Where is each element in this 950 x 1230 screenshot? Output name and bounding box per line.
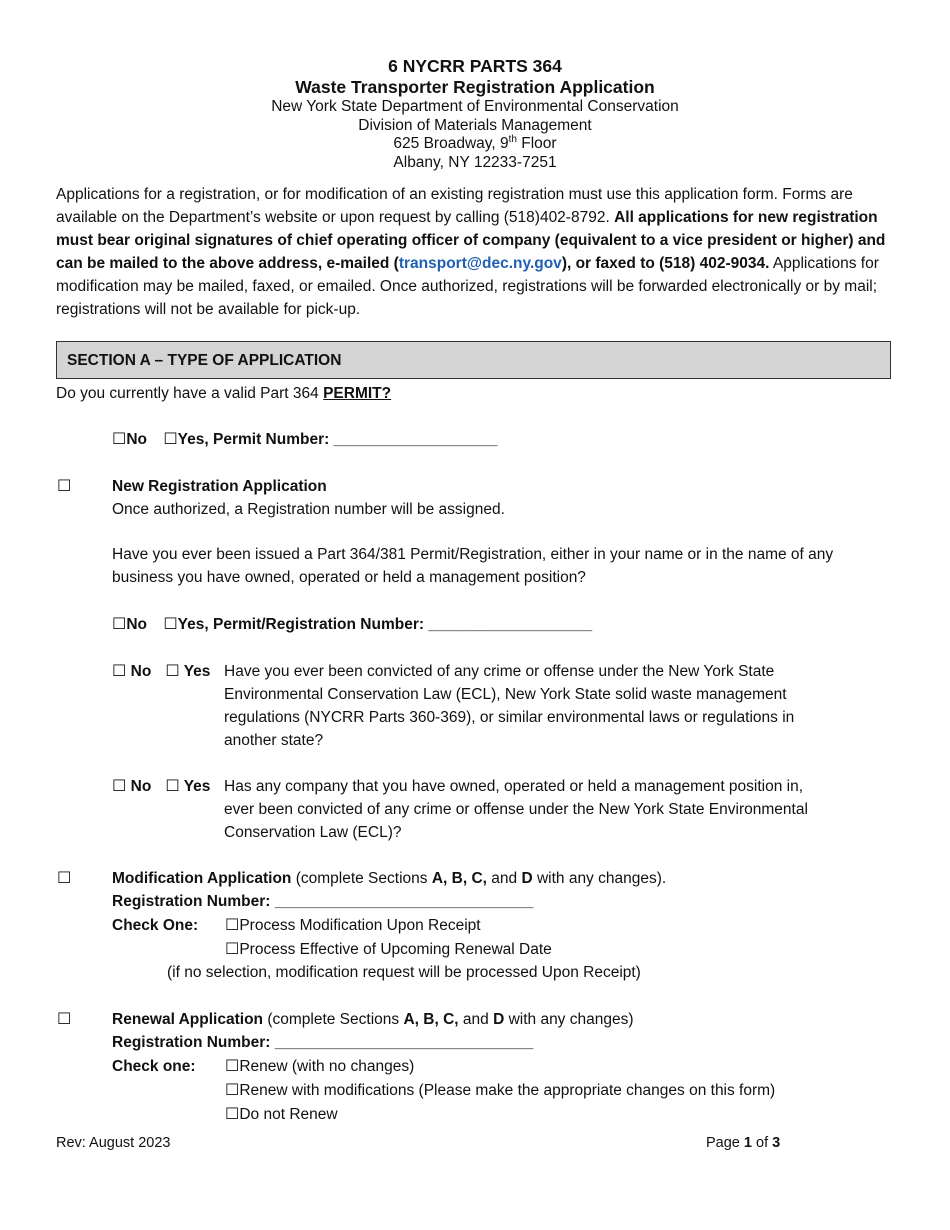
permit-question: Do you currently have a valid Part 364 PERMIT?	[56, 385, 392, 402]
new-registration-title: New Registration Application	[112, 478, 327, 495]
revision-date: Rev: August 2023	[56, 1135, 171, 1151]
conviction1-no-checkbox[interactable]: ☐	[112, 663, 127, 680]
permit-answer-row: ☐No ☐Yes, Permit Number: ___________________	[112, 431, 498, 448]
form-code-title: 6 NYCRR PARTS 364	[388, 56, 562, 76]
issued-answer-row: ☐No ☐Yes, Permit/Registration Number: ___________________	[112, 616, 593, 633]
agency-name: New York State Department of Environmental Conservation	[271, 98, 679, 115]
conviction2-yes-checkbox[interactable]: ☐	[165, 778, 180, 795]
issued-yes-checkbox[interactable]: ☐	[163, 616, 178, 633]
renewal-check-one-label: Check one:	[112, 1058, 196, 1075]
modification-option-renewal-date[interactable]: ☐Process Effective of Upcoming Renewal Date	[225, 941, 552, 958]
renewal-option-no-changes[interactable]: ☐Renew (with no changes)	[225, 1058, 415, 1075]
conviction1-options: ☐ No ☐ Yes	[112, 663, 211, 680]
renewal-option-do-not-renew[interactable]: ☐Do not Renew	[225, 1106, 338, 1123]
permit-registration-number-field[interactable]: ___________________	[428, 616, 593, 633]
permit-number-field[interactable]: ___________________	[333, 431, 498, 448]
division-name: Division of Materials Management	[358, 116, 592, 134]
renewal-reg-number-field[interactable]: ______________________________	[274, 1034, 534, 1051]
issued-question: Have you ever been issued a Part 364/381 Permit/Registration, either in your name or in the name of any business you have owned, operated or held a management position?	[112, 546, 834, 586]
modification-reg-number-field[interactable]: ______________________________	[274, 893, 534, 910]
modification-title-line: Modification Application (complete Sections A, B, C, and D with any changes).	[112, 870, 667, 887]
form-header	[0, 56, 950, 172]
conviction1-yes-checkbox[interactable]: ☐	[165, 663, 180, 680]
conviction2-no-checkbox[interactable]: ☐	[112, 778, 127, 795]
page-number: Page 1 of 3	[706, 1135, 781, 1151]
renewal-title-line: Renewal Application (complete Sections A, B, C, and D with any changes)	[112, 1011, 634, 1028]
city-address: Albany, NY 12233-7251	[393, 153, 557, 171]
modification-option-upon-receipt[interactable]: ☐Process Modification Upon Receipt	[225, 917, 481, 934]
permit-no-checkbox[interactable]: ☐	[112, 431, 127, 448]
conviction2-question: Has any company that you have owned, operated or held a management position in, ever been convicted of any crime or offense under the New York State Environmental Conservation Law (ECL)?	[224, 778, 808, 841]
modification-default-note: (if no selection, modification request will be processed Upon Receipt)	[167, 964, 641, 981]
conviction1-question: Have you ever been convicted of any crime or offense under the New York State Environmental Conservation Law (ECL), New York State solid waste management regulations (NYCRR Parts 360-369), or similar environmental laws or regulations in another state?	[224, 663, 795, 749]
intro-paragraph: Applications for a registration, or for modification of an existing registration must use this application form. Forms are available on the Department’s website or upon request by calling (518)402-8792. All applications for new registration must bear original signatures of chief operating officer of company (equivalent to a vice president or higher) and can be mailed to the above address, e-mailed (transport@dec.ny.gov), or faxed to (518) 402-9034. Applications for modification may be mailed, faxed, or emailed. Once authorized, registrations will be forwarded electronically or by mail; registrations will not be available for pick-up.	[56, 186, 886, 318]
renewal-option-with-modifications[interactable]: ☐Renew with modifications (Please make the appropriate changes on this form)	[225, 1082, 776, 1099]
section-a-header: SECTION A – TYPE OF APPLICATION	[56, 341, 891, 379]
email-link[interactable]: transport@dec.ny.gov	[398, 255, 562, 272]
renewal-reg-number: Registration Number: ______________________________	[112, 1034, 534, 1051]
renewal-checkbox[interactable]: ☐	[57, 1011, 72, 1028]
new-registration-checkbox[interactable]: ☐	[57, 478, 72, 495]
street-address: 625 Broadway, 9th Floor	[393, 133, 557, 152]
new-registration-note: Once authorized, a Registration number will be assigned.	[112, 501, 505, 518]
modification-check-one-label: Check One:	[112, 917, 199, 934]
modification-checkbox[interactable]: ☐	[57, 870, 72, 887]
modification-reg-number: Registration Number: ______________________________	[112, 893, 534, 910]
form-title: Waste Transporter Registration Application	[295, 77, 655, 97]
conviction2-options: ☐ No ☐ Yes	[112, 778, 211, 795]
issued-no-checkbox[interactable]: ☐	[112, 616, 127, 633]
permit-yes-checkbox[interactable]: ☐	[163, 431, 178, 448]
